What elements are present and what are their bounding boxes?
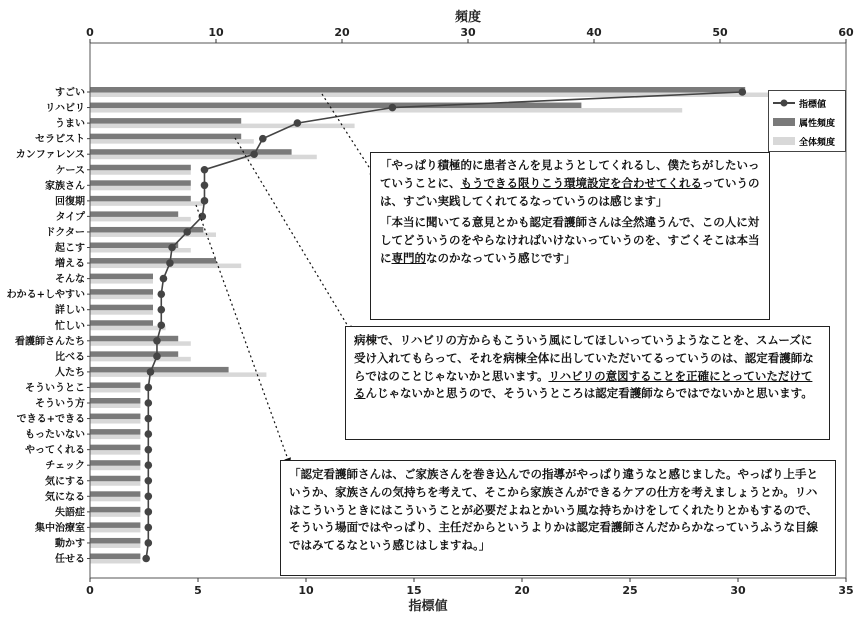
bar-attribute-frequency: [90, 491, 140, 497]
category-label: 人たち: [55, 367, 85, 379]
index-point: [145, 461, 153, 469]
bar-total-frequency: [90, 497, 140, 502]
index-point: [160, 275, 168, 283]
category-labels: [7, 87, 86, 566]
category-label: リハビリ: [45, 103, 85, 115]
bar-total-frequency: [90, 559, 140, 564]
bar-attribute-frequency: [90, 429, 140, 435]
bar-attribute-frequency: [90, 289, 153, 295]
bar-attribute-frequency: [90, 414, 140, 420]
category-label: ドクター: [45, 227, 85, 239]
bottom-axis-title: 指標値: [408, 599, 448, 614]
callout-2-text: 病棟で、リハビリの方からもこういう風にしてほしいっていうようなことを、スムーズに受け入れてもらって、それを病棟全体に出していただいてるっていうのは、認定看護師ならではのことじゃないかと思います。: [354, 333, 814, 383]
legend-swatch-total: [773, 134, 795, 148]
index-point: [201, 166, 209, 174]
category-label: すごい: [55, 87, 85, 99]
legend-label-index: 指標値: [799, 99, 827, 110]
index-point: [157, 306, 165, 314]
bar-attribute-frequency: [90, 87, 745, 93]
callout-1-underlined: もうできる限りこう環境設定を合わせてくれる: [460, 175, 702, 190]
top-axis-tick-label: 50: [712, 26, 728, 39]
bar-total-frequency: [90, 419, 140, 424]
bar-total-frequency: [90, 466, 140, 471]
index-point: [142, 555, 150, 563]
bar-attribute-frequency: [90, 460, 140, 466]
callout-1-text: 「本当に聞いてる意見とかも認定看護師さんは全然違うんで、この人に対してどういうのをやらなければいけないっていうのを、すごくそこは本当に: [380, 215, 760, 266]
bar-attribute-frequency: [90, 382, 140, 388]
legend: [768, 90, 846, 152]
bar-attribute-frequency: [90, 554, 140, 560]
index-point: [153, 353, 161, 361]
category-label: うまい: [55, 118, 85, 130]
category-label: そんな: [55, 274, 85, 286]
bar-attribute-frequency: [90, 538, 140, 544]
bar-total-frequency: [90, 170, 191, 175]
category-label: 失語症: [55, 507, 85, 519]
callout-1-text: っていうのは、すごい実践してくれてるなっていうのは感じます」: [380, 175, 760, 208]
bar-total-frequency: [90, 155, 317, 160]
callout-3-paragraph: 「認定看護師さんは、ご家族さんを巻き込んでの指導がやっぱり違うなと感じました。やっぱり上手というか、家族さんの気持ちを考えて、そこから家族さんができるケアの仕方を考えましょうとか。リハはこういうときにはこういうことが必要だよねとかいう風な持ちかけをしてくれたりとかもするので、そういう場面ではやっぱり、主任だからというよりかは認定看護師さんだからかなっていうふうな目線ではみてるなという感じはしますね。」: [289, 467, 818, 553]
bar-total-frequency: [90, 372, 266, 377]
callout-1-text: 「やっぱり積極的に患者さんを見ようとしてくれるし、僕たちがしたいっていうことに、: [380, 158, 760, 190]
bar-attribute-frequency: [90, 522, 140, 528]
legend-marker-line: [773, 96, 795, 110]
bar-attribute-frequency: [90, 445, 140, 451]
index-point: [250, 150, 258, 158]
category-label: セラピスト: [35, 134, 85, 146]
index-point: [145, 415, 153, 423]
bar-total-frequency: [90, 357, 191, 362]
bar-total-frequency: [90, 528, 140, 533]
bar-total-frequency: [90, 512, 140, 517]
index-point: [145, 539, 153, 547]
top-axis-tick-label: 40: [586, 26, 602, 39]
index-point: [145, 446, 153, 454]
index-point: [145, 508, 153, 516]
bottom-axis-tick-label: 20: [514, 584, 530, 597]
bottom-axis-tick-label: 0: [86, 584, 94, 597]
category-label: 看護師さんたち: [15, 336, 85, 348]
bar-total-frequency: [90, 435, 140, 440]
index-point: [294, 119, 302, 127]
category-label: 集中治療室: [35, 522, 85, 534]
index-point: [157, 290, 165, 298]
category-label: そういう方: [35, 398, 85, 410]
index-point: [157, 321, 165, 329]
index-point: [389, 104, 397, 112]
index-point: [145, 493, 153, 501]
index-point: [259, 135, 267, 143]
bar-total-frequency: [90, 481, 140, 486]
callout-1-text: なのかなっていう感じです」: [426, 251, 576, 266]
category-label: 詳しい: [55, 305, 85, 317]
category-label: タイプ: [55, 211, 85, 223]
index-point: [168, 244, 176, 252]
bar-attribute-frequency: [90, 351, 178, 357]
index-point: [145, 384, 153, 392]
index-point: [201, 182, 209, 190]
bar-attribute-frequency: [90, 196, 191, 202]
callout-1-paragraph-2: [380, 214, 760, 267]
bar-total-frequency: [90, 232, 216, 237]
bar-total-frequency: [90, 295, 153, 300]
callout-quote-3: [280, 460, 836, 576]
top-axis-title: 頻度: [454, 10, 482, 25]
index-point: [166, 259, 174, 267]
bottom-axis-tick-label: 10: [298, 584, 314, 597]
callout-2-paragraph: [354, 332, 821, 403]
callout-1-underlined: 専門的: [391, 251, 426, 266]
legend-item-total: [773, 134, 835, 148]
bar-total-frequency: [90, 186, 191, 191]
top-axis-tick-label: 10: [208, 26, 224, 39]
bar-attribute-frequency: [90, 507, 140, 512]
index-point: [145, 430, 153, 438]
category-label: 増える: [55, 258, 85, 270]
bar-total-frequency: [90, 124, 355, 129]
index-point: [145, 524, 153, 532]
category-label: 動かす: [55, 538, 85, 550]
index-point: [153, 337, 161, 345]
category-label: 任せる: [55, 554, 85, 565]
index-point: [145, 477, 153, 485]
index-point: [145, 399, 153, 407]
category-label: カンファレンス: [15, 149, 85, 161]
legend-item-index: [773, 96, 826, 110]
top-axis-tick-label: 0: [86, 26, 94, 39]
leader-line: [196, 205, 290, 465]
callout-2-underlined: リハビリの意図することを正確にとっていただけてる: [354, 368, 813, 401]
bar-attribute-frequency: [90, 320, 153, 326]
index-point: [183, 228, 191, 236]
legend-swatch-attr: [773, 115, 795, 129]
bar-total-frequency: [90, 139, 254, 144]
bar-attribute-frequency: [90, 336, 178, 342]
bar-attribute-frequency: [90, 103, 581, 109]
bar-attribute-frequency: [90, 165, 191, 171]
category-label: チェック: [45, 460, 85, 472]
category-label: わかる+しやすい: [6, 289, 85, 301]
bottom-axis-tick-label: 5: [194, 584, 202, 597]
bar-total-frequency: [90, 543, 140, 548]
bar-attribute-frequency: [90, 274, 153, 280]
category-label: できる+できる: [16, 414, 85, 426]
bar-total-frequency: [90, 341, 191, 346]
bar-attribute-frequency: [90, 134, 241, 140]
index-point: [147, 368, 155, 376]
index-point: [201, 197, 209, 205]
bar-attribute-frequency: [90, 118, 241, 124]
index-point: [739, 88, 747, 96]
bar-total-frequency: [90, 450, 140, 455]
category-label: 起こす: [55, 243, 85, 254]
callout-2-text: んじゃないかと思うので、そういうところは認定看護師ならではでないかと思います。: [365, 386, 813, 401]
legend-item-attr: [773, 115, 835, 129]
bar-attribute-frequency: [90, 211, 178, 217]
callout-1-paragraph-1: [380, 157, 760, 210]
category-label: そういうとこ: [25, 382, 85, 394]
bar-attribute-frequency: [90, 398, 140, 404]
bar-attribute-frequency: [90, 476, 140, 482]
legend-label-total: 全体頻度: [799, 137, 836, 148]
bar-total-frequency: [90, 279, 153, 284]
category-label: ケース: [55, 165, 85, 177]
bar-total-frequency: [90, 404, 140, 409]
bar-total-frequency: [90, 201, 203, 206]
category-label: やってくれる: [25, 445, 85, 457]
bottom-axis-tick-label: 25: [622, 584, 638, 597]
bar-total-frequency: [90, 310, 153, 315]
bar-attribute-frequency: [90, 180, 191, 186]
bottom-axis-tick-label: 15: [406, 584, 422, 597]
category-label: 比べる: [55, 351, 85, 363]
category-label: 気になる: [45, 491, 85, 503]
bar-attribute-frequency: [90, 149, 292, 155]
category-label: 忙しい: [55, 320, 85, 332]
bar-total-frequency: [90, 388, 140, 393]
top-axis-tick-label: 30: [460, 26, 476, 39]
leader-line: [235, 138, 352, 333]
category-label: もったいない: [25, 429, 85, 441]
bar-attribute-frequency: [90, 258, 216, 264]
legend-label-attr: 属性頻度: [799, 118, 836, 129]
category-label: 家族さん: [45, 180, 85, 192]
category-label: 回復期: [55, 196, 85, 208]
callout-quote-2: [345, 326, 830, 440]
top-axis-tick-label: 60: [838, 26, 854, 39]
top-axis-tick-label: 20: [334, 26, 350, 39]
category-label: 気にする: [45, 476, 85, 488]
bar-attribute-frequency: [90, 305, 153, 311]
bottom-axis-tick-label: 30: [730, 584, 746, 597]
bar-total-frequency: [90, 326, 166, 331]
bar-attribute-frequency: [90, 367, 229, 373]
bar-attribute-frequency: [90, 243, 178, 249]
bottom-axis-tick-label: 35: [838, 584, 854, 597]
bar-total-frequency: [90, 217, 191, 222]
callout-quote-1: [370, 152, 770, 320]
